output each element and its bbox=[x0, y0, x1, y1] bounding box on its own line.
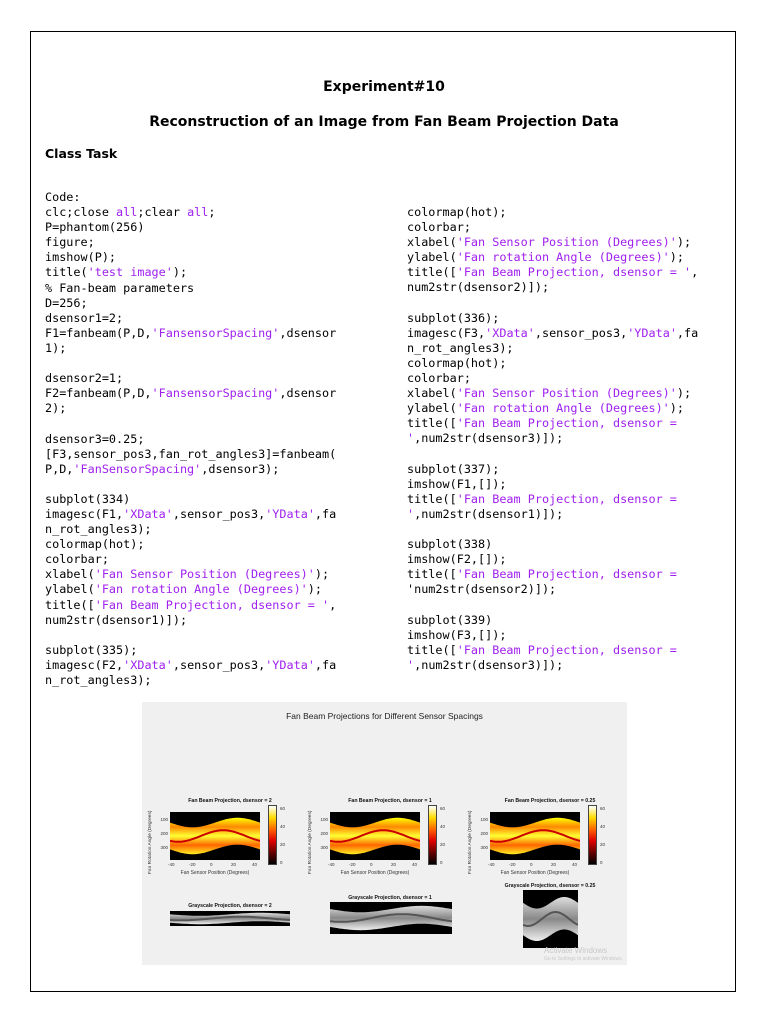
colorbar-tick: 0 bbox=[440, 860, 443, 865]
code-string: 'Fan Beam Projection, dsensor = ' bbox=[456, 265, 692, 280]
code-line bbox=[45, 507, 336, 522]
code-text: 'num2str(dsensor2)]); bbox=[407, 582, 557, 597]
colorbar-tick: 20 bbox=[600, 842, 606, 847]
code-text: , bbox=[691, 265, 699, 280]
code-text: ,sensor_pos3, bbox=[172, 506, 266, 521]
code-block-left bbox=[45, 190, 336, 688]
watermark-line-1: Activate Windows bbox=[544, 946, 608, 955]
code-text: ); bbox=[669, 401, 685, 416]
code-line bbox=[407, 567, 698, 582]
code-line bbox=[45, 416, 336, 431]
grayscale-title-1: Grayscale Projection, dsensor = 2 bbox=[188, 903, 272, 909]
subplot-title: Fan Beam Projection, dsensor = 1 bbox=[348, 798, 432, 804]
x-axis-label: Fan Sensor Position (Degrees) bbox=[180, 870, 250, 876]
x-tick: -20 bbox=[509, 862, 516, 867]
matlab-figure bbox=[142, 702, 627, 965]
x-tick: -20 bbox=[189, 862, 196, 867]
code-line bbox=[45, 401, 336, 416]
code-line bbox=[407, 386, 698, 401]
code-text: n_rot_angles3); bbox=[407, 340, 514, 355]
code-text: ,num2str(dsensor3)]); bbox=[414, 657, 564, 672]
grayscale-projection-2 bbox=[330, 902, 452, 934]
code-text: xlabel( bbox=[407, 386, 457, 401]
code-line bbox=[45, 311, 336, 326]
code-string: 'FansensorSpacing' bbox=[151, 386, 280, 401]
code-line bbox=[45, 447, 336, 462]
y-tick: 200 bbox=[160, 831, 168, 836]
code-line bbox=[407, 371, 698, 386]
code-text: colorbar; bbox=[45, 552, 109, 567]
code-string: 'Fan Beam Projection, dsensor = bbox=[456, 491, 677, 506]
code-string: 'Fan Sensor Position (Degrees)' bbox=[94, 567, 315, 582]
code-text: [F3,sensor_pos3,fan_rot_angles3]=fanbeam( bbox=[45, 446, 337, 461]
heatmap-2 bbox=[330, 812, 420, 860]
code-line bbox=[407, 220, 698, 235]
code-text: D=256; bbox=[45, 295, 88, 310]
x-tick: 40 bbox=[412, 862, 418, 867]
code-line bbox=[407, 265, 698, 280]
code-line bbox=[407, 250, 698, 265]
colorbar-tick: 60 bbox=[440, 806, 446, 811]
subplot-title: Fan Beam Projection, dsensor = 0.25 bbox=[504, 798, 596, 804]
y-tick: 300 bbox=[160, 845, 168, 850]
code-text: subplot(335); bbox=[45, 642, 138, 657]
code-text: title([ bbox=[407, 416, 457, 431]
colorbar-tick: 0 bbox=[280, 860, 283, 865]
colorbar-tick: 20 bbox=[280, 842, 286, 847]
code-string: ' bbox=[407, 657, 415, 672]
code-text: ,fa bbox=[314, 657, 337, 672]
colorbar-tick: 40 bbox=[280, 824, 286, 829]
y-axis-label: Fan Rotation Angle (Degrees) bbox=[468, 810, 473, 874]
colorbar-tick: 40 bbox=[440, 824, 446, 829]
grayscale-projection-1 bbox=[170, 911, 290, 926]
code-line bbox=[45, 265, 336, 280]
code-text: title([ bbox=[407, 567, 457, 582]
code-text: ); bbox=[314, 567, 330, 582]
code-text: title([ bbox=[45, 597, 95, 612]
y-tick: 100 bbox=[320, 817, 328, 822]
code-line bbox=[45, 432, 336, 447]
code-line bbox=[45, 281, 336, 296]
x-tick: 40 bbox=[572, 862, 578, 867]
code-line bbox=[45, 477, 336, 492]
grayscale-image bbox=[523, 890, 578, 948]
experiment-subtitle: Reconstruction of an Image from Fan Beam Projection Data bbox=[149, 114, 619, 130]
code-block-right bbox=[407, 205, 698, 673]
code-text: xlabel( bbox=[45, 567, 95, 582]
code-line bbox=[45, 296, 336, 311]
code-text: ); bbox=[676, 386, 692, 401]
code-line bbox=[45, 250, 336, 265]
code-text: ); bbox=[307, 582, 323, 597]
code-text: subplot(337); bbox=[407, 461, 500, 476]
code-text: subplot(336); bbox=[407, 310, 500, 325]
code-text: ,dsensor bbox=[279, 325, 337, 340]
y-axis-label: Fan Rotation Angle (Degrees) bbox=[308, 810, 313, 874]
code-line bbox=[407, 597, 698, 612]
code-text: n_rot_angles3); bbox=[45, 522, 152, 537]
code-text: ,num2str(dsensor3)]); bbox=[414, 431, 564, 446]
heatmap-1 bbox=[170, 812, 260, 860]
experiment-title: Experiment#10 bbox=[323, 79, 445, 95]
code-line bbox=[45, 658, 336, 673]
code-line bbox=[407, 326, 698, 341]
code-text: n_rot_angles3); bbox=[45, 673, 152, 687]
code-text: dsensor2=1; bbox=[45, 371, 124, 386]
colorbar-tick: 60 bbox=[600, 806, 606, 811]
code-text: title([ bbox=[407, 265, 457, 280]
code-line bbox=[407, 507, 698, 522]
code-text: ,dsensor bbox=[279, 386, 337, 401]
code-text: colormap(hot); bbox=[45, 537, 145, 552]
code-line bbox=[407, 235, 698, 250]
code-string: 'XData' bbox=[485, 325, 535, 340]
code-text: subplot(339) bbox=[407, 612, 493, 627]
code-text: title([ bbox=[407, 642, 457, 657]
colorbar-tick: 20 bbox=[440, 842, 446, 847]
code-text: imagesc(F3, bbox=[407, 325, 486, 340]
code-text: ;clear bbox=[137, 205, 188, 220]
code-text: , bbox=[329, 597, 337, 612]
code-line bbox=[407, 296, 698, 311]
colorbar-tick: 0 bbox=[600, 860, 603, 865]
code-text: title( bbox=[45, 265, 88, 280]
code-text: 1); bbox=[45, 340, 67, 355]
heatmap-3 bbox=[490, 812, 580, 860]
code-text: ,num2str(dsensor1)]); bbox=[414, 506, 564, 521]
code-string: 'Fan rotation Angle (Degrees)' bbox=[456, 250, 670, 265]
y-tick: 200 bbox=[320, 831, 328, 836]
code-line bbox=[407, 341, 698, 356]
x-tick: 20 bbox=[551, 862, 557, 867]
code-line bbox=[45, 643, 336, 658]
grayscale-projection-3 bbox=[523, 890, 578, 948]
code-text: ); bbox=[676, 235, 692, 250]
code-text: colorbar; bbox=[407, 220, 471, 235]
code-text: imagesc(F2, bbox=[45, 657, 124, 672]
code-line bbox=[45, 552, 336, 567]
code-text: ); bbox=[669, 250, 685, 265]
x-tick: 0 bbox=[210, 862, 213, 867]
code-text: colormap(hot); bbox=[407, 355, 507, 370]
code-text: ylabel( bbox=[407, 250, 457, 265]
code-line bbox=[407, 205, 698, 220]
code-line bbox=[45, 673, 336, 688]
code-line bbox=[407, 582, 698, 597]
code-text: imshow(F1,[]); bbox=[407, 476, 507, 491]
y-tick: 300 bbox=[480, 845, 488, 850]
code-line bbox=[45, 326, 336, 341]
code-string: all bbox=[116, 205, 138, 220]
x-tick: 20 bbox=[231, 862, 237, 867]
code-line bbox=[407, 311, 698, 326]
code-string: 'YData' bbox=[265, 506, 315, 521]
x-tick: 20 bbox=[391, 862, 397, 867]
code-text: clc;close bbox=[45, 205, 117, 220]
y-tick: 100 bbox=[480, 817, 488, 822]
subplot-title: Fan Beam Projection, dsensor = 2 bbox=[188, 798, 272, 804]
code-line bbox=[45, 386, 336, 401]
code-line bbox=[45, 598, 336, 613]
code-string: 'XData' bbox=[123, 506, 173, 521]
code-line bbox=[407, 643, 698, 658]
code-text: ,dsensor3); bbox=[201, 461, 280, 476]
code-text: ; bbox=[208, 205, 216, 220]
code-text: imshow(F2,[]); bbox=[407, 552, 507, 567]
code-line bbox=[407, 522, 698, 537]
code-text: colormap(hot); bbox=[407, 205, 507, 219]
y-tick: 300 bbox=[320, 845, 328, 850]
heatmap-image bbox=[170, 812, 260, 860]
code-text: num2str(dsensor1)]); bbox=[45, 612, 188, 627]
code-string: 'Fan Beam Projection, dsensor = ' bbox=[94, 597, 330, 612]
code-string: 'Fan rotation Angle (Degrees)' bbox=[456, 401, 670, 416]
x-axis-label: Fan Sensor Position (Degrees) bbox=[340, 870, 410, 876]
code-line bbox=[45, 522, 336, 537]
code-line bbox=[45, 235, 336, 250]
colorbar-tick: 60 bbox=[280, 806, 286, 811]
code-text: figure; bbox=[45, 235, 95, 250]
code-text: dsensor3=0.25; bbox=[45, 431, 145, 446]
code-string: 'Fan Sensor Position (Degrees)' bbox=[456, 235, 677, 250]
code-line bbox=[407, 628, 698, 643]
code-string: 'XData' bbox=[123, 657, 173, 672]
code-line bbox=[407, 280, 698, 295]
code-line bbox=[45, 582, 336, 597]
code-string: all bbox=[187, 205, 209, 220]
code-line bbox=[45, 205, 336, 220]
code-line bbox=[45, 341, 336, 356]
code-text: ylabel( bbox=[407, 401, 457, 416]
code-text: num2str(dsensor2)]); bbox=[407, 280, 550, 295]
x-tick: -20 bbox=[349, 862, 356, 867]
colorbar bbox=[268, 805, 277, 865]
code-text: P=phantom(256) bbox=[45, 220, 145, 235]
code-line bbox=[45, 537, 336, 552]
code-line bbox=[45, 492, 336, 507]
code-text: F1=fanbeam(P,D, bbox=[45, 325, 152, 340]
code-line bbox=[407, 447, 698, 462]
y-tick: 200 bbox=[480, 831, 488, 836]
code-line bbox=[407, 401, 698, 416]
code-line bbox=[407, 477, 698, 492]
code-text: colorbar; bbox=[407, 371, 471, 386]
heatmap-image bbox=[490, 812, 580, 860]
code-text: title([ bbox=[407, 491, 457, 506]
code-line bbox=[45, 628, 336, 643]
code-line bbox=[407, 356, 698, 371]
code-string: 'FanSensorSpacing' bbox=[73, 461, 202, 476]
code-text: F2=fanbeam(P,D, bbox=[45, 386, 152, 401]
code-line bbox=[45, 356, 336, 371]
code-text: ,sensor_pos3, bbox=[172, 657, 266, 672]
code-string: 'YData' bbox=[627, 325, 677, 340]
code-text: ); bbox=[172, 265, 188, 280]
code-text: xlabel( bbox=[407, 235, 457, 250]
x-tick: 0 bbox=[530, 862, 533, 867]
code-string: 'Fan Beam Projection, dsensor = bbox=[456, 642, 677, 657]
figure-title: Fan Beam Projections for Different Sensor Spacings bbox=[286, 711, 483, 721]
code-line bbox=[45, 613, 336, 628]
code-string: 'YData' bbox=[265, 657, 315, 672]
grayscale-title-2: Grayscale Projection, dsensor = 1 bbox=[348, 895, 432, 901]
code-line bbox=[45, 567, 336, 582]
code-text: ,fa bbox=[676, 325, 699, 340]
code-line bbox=[45, 190, 336, 205]
code-string: 'Fan Sensor Position (Degrees)' bbox=[456, 386, 677, 401]
x-tick: 0 bbox=[370, 862, 373, 867]
code-text: ,sensor_pos3, bbox=[534, 325, 628, 340]
code-text: 2); bbox=[45, 401, 67, 416]
code-string: ' bbox=[407, 431, 415, 446]
x-axis-label: Fan Sensor Position (Degrees) bbox=[500, 870, 570, 876]
code-string: 'Fan Beam Projection, dsensor = bbox=[456, 416, 677, 431]
code-line bbox=[407, 492, 698, 507]
code-line bbox=[407, 416, 698, 431]
code-text: ylabel( bbox=[45, 582, 95, 597]
x-tick: -40 bbox=[168, 862, 175, 867]
code-text: Code: bbox=[45, 190, 81, 204]
colorbar bbox=[428, 805, 437, 865]
x-tick: -40 bbox=[328, 862, 335, 867]
code-text: dsensor1=2; bbox=[45, 310, 124, 325]
code-text: P,D, bbox=[45, 461, 74, 476]
code-string: ' bbox=[407, 506, 415, 521]
code-string: 'Fan rotation Angle (Degrees)' bbox=[94, 582, 308, 597]
code-text: ,fa bbox=[314, 506, 337, 521]
grayscale-title-3: Grayscale Projection, dsensor = 0.25 bbox=[504, 883, 596, 889]
y-axis-label: Fan Rotation Angle (Degrees) bbox=[148, 810, 153, 874]
grayscale-image bbox=[330, 902, 452, 934]
code-line bbox=[45, 371, 336, 386]
grayscale-image bbox=[170, 911, 290, 926]
code-text: % Fan-beam parameters bbox=[45, 280, 195, 295]
code-text: subplot(338) bbox=[407, 537, 493, 552]
watermark-line-2: Go to Settings to activate Windows. bbox=[544, 956, 623, 962]
code-line bbox=[407, 658, 698, 673]
code-text: subplot(334) bbox=[45, 491, 131, 506]
code-line bbox=[407, 552, 698, 567]
code-text: imshow(F3,[]); bbox=[407, 627, 507, 642]
code-line bbox=[45, 462, 336, 477]
code-line bbox=[407, 613, 698, 628]
x-tick: 40 bbox=[252, 862, 258, 867]
code-line bbox=[45, 220, 336, 235]
heatmap-image bbox=[330, 812, 420, 860]
x-tick: -40 bbox=[488, 862, 495, 867]
code-line bbox=[407, 431, 698, 446]
code-string: 'FansensorSpacing' bbox=[151, 325, 280, 340]
colorbar-tick: 40 bbox=[600, 824, 606, 829]
code-text: imagesc(F1, bbox=[45, 506, 124, 521]
y-tick: 100 bbox=[160, 817, 168, 822]
colorbar bbox=[588, 805, 597, 865]
code-line bbox=[407, 462, 698, 477]
section-heading: Class Task bbox=[45, 146, 118, 161]
code-string: 'Fan Beam Projection, dsensor = bbox=[456, 567, 677, 582]
code-string: 'test image' bbox=[87, 265, 173, 280]
code-line bbox=[407, 537, 698, 552]
code-text: imshow(P); bbox=[45, 250, 117, 265]
